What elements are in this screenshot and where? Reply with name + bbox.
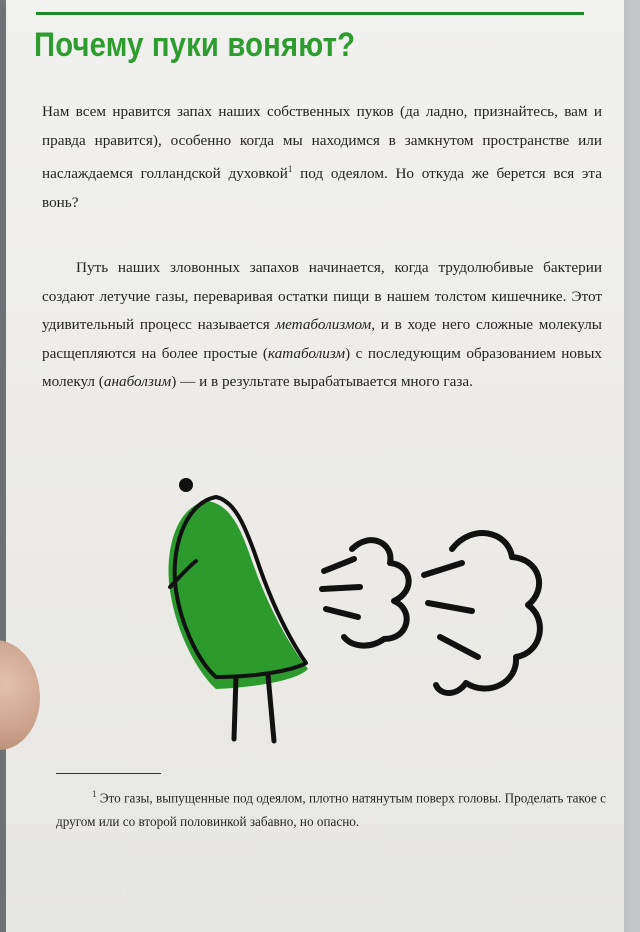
paragraph-1-text: Нам всем нравится запах наших собственных пуков (да ладно, признайтесь, вам и правда нравится), особенно когда мы находимся в замкнутом пространстве или наслаждаемся голландской духовкой: [42, 103, 602, 183]
large-gas-cloud: [424, 533, 540, 693]
term-catabolism: катаболизм: [267, 344, 346, 362]
paragraph-2-text-c: ) с последующим образованием новых молекул (: [42, 344, 602, 391]
paragraph-2: [42, 254, 602, 397]
person-leg-right: [268, 675, 274, 741]
footnote: [56, 782, 606, 834]
paragraph-2-text-a: Путь наших зловонных запахов начинается, когда трудолюбивые бактерии создают летучие газы, переваривая остатки пищи в нашем толстом кишечнике. Этот удивительный процесс называется: [42, 259, 602, 334]
page-title: Почему пуки воняют?: [34, 26, 356, 64]
footnote-number: 1: [92, 789, 97, 799]
paragraph-2-text-d: ) — и в результате вырабатывается много газа.: [171, 373, 473, 391]
person-head: [179, 478, 193, 492]
person-body-fill: [169, 501, 308, 689]
paragraph-1-end: под одеялом. Но откуда же берется вся эта вонь?: [42, 165, 602, 211]
top-rule: [36, 12, 584, 15]
footnote-divider: [56, 773, 161, 774]
term-metabolism: метаболизмом: [275, 316, 372, 334]
paragraph-1: [42, 98, 602, 217]
person-passing-gas-illustration: [156, 471, 556, 761]
person-leg-left: [234, 677, 236, 739]
book-page: [6, 0, 624, 932]
small-gas-cloud: [322, 540, 409, 645]
person-figure: [169, 478, 308, 741]
footnote-text: Это газы, выпущенные под одеялом, плотно натянутым поверх головы. Проделать такое с другом или со второй половинкой забавно, но опасно.: [56, 790, 607, 830]
footnote-reference: 1: [287, 164, 293, 175]
term-anabolism: анаболзим: [103, 373, 172, 391]
paragraph-2-text-b: , и в ходе него сложные молекулы расщепляются на более простые (: [42, 316, 602, 362]
